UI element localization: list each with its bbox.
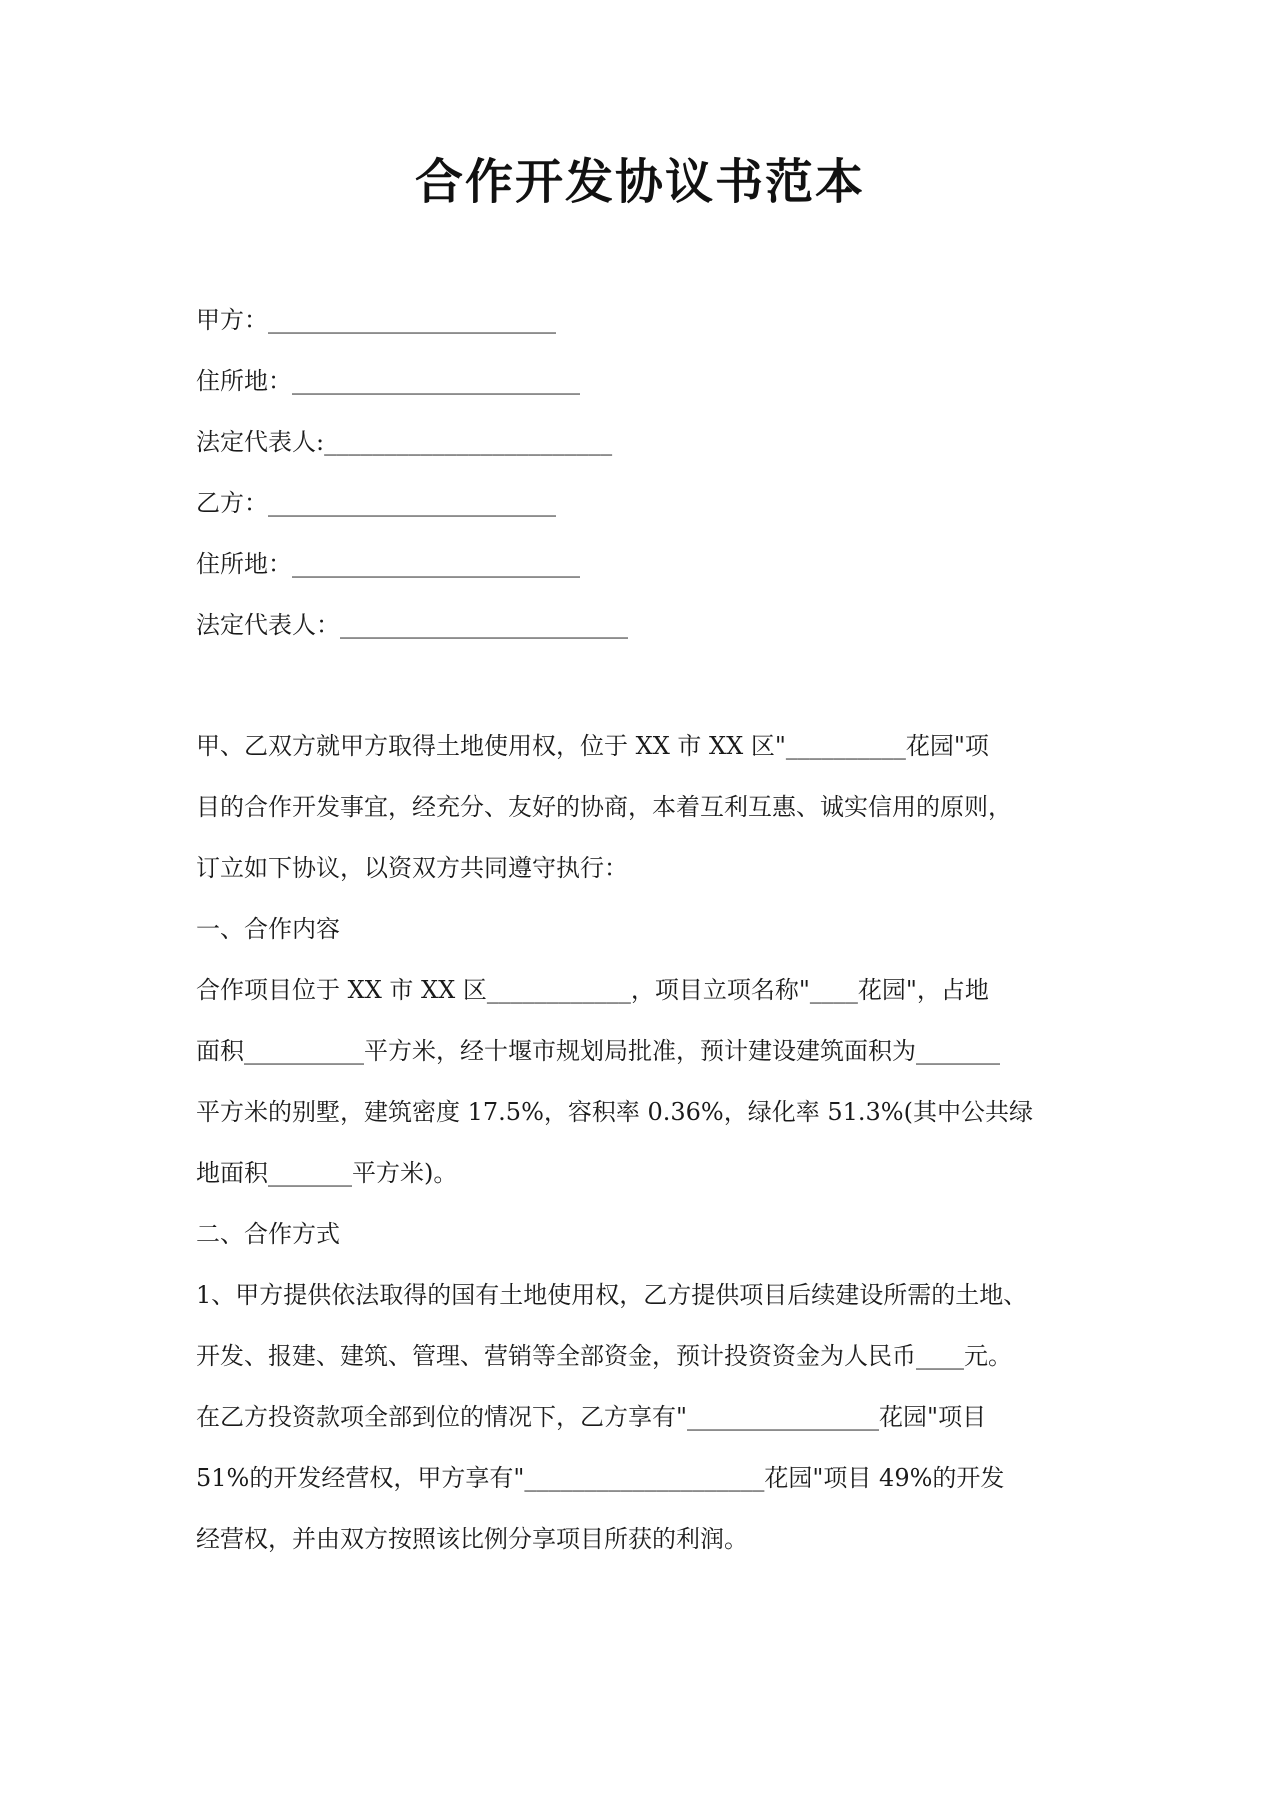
parties-block bbox=[196, 290, 1096, 656]
party-b-address-line: 住所地：________________________ bbox=[196, 550, 580, 578]
method-line-1: 1、甲方提供依法取得的国有土地使用权，乙方提供项目后续建设所需的土地、 bbox=[196, 1281, 1028, 1309]
party-a-representative-line: 法定代表人:________________________ bbox=[196, 428, 613, 456]
method-line-2: 开发、报建、建筑、管理、营销等全部资金，预计投资资金为人民币____元。 bbox=[196, 1342, 1012, 1370]
method-line-4: 51%的开发经营权，甲方享有"____________________花园"项目 49%的开发 bbox=[196, 1464, 1005, 1492]
section-heading-cooperation-method: 二、合作方式 bbox=[196, 1220, 340, 1248]
method-line-3: 在乙方投资款项全部到位的情况下，乙方享有"________________花园"项目 bbox=[196, 1403, 987, 1431]
section-heading-cooperation-content: 一、合作内容 bbox=[196, 915, 340, 943]
party-a-address-line: 住所地：________________________ bbox=[196, 367, 580, 395]
party-b-representative-line: 法定代表人：________________________ bbox=[196, 611, 628, 639]
content-line-4: 地面积_______平方米)。 bbox=[196, 1159, 458, 1187]
content-line-2: 面积__________平方米，经十堰市规划局批准，预计建设建筑面积为_______ bbox=[196, 1037, 1000, 1065]
party-b-name-line: 乙方：________________________ bbox=[196, 489, 556, 517]
agreement-body bbox=[196, 716, 1096, 1570]
content-line-3: 平方米的别墅，建筑密度 17.5%，容积率 0.36%，绿化率 51.3%(其中公共绿 bbox=[196, 1098, 1033, 1126]
content-line-1: 合作项目位于 XX 市 XX 区____________，项目立项名称"____花园"，占地 bbox=[196, 976, 989, 1004]
document-title: 合作开发协议书范本 bbox=[414, 154, 865, 210]
party-a-name-line: 甲方：________________________ bbox=[196, 306, 556, 334]
preamble-line-3: 订立如下协议，以资双方共同遵守执行： bbox=[196, 854, 628, 882]
preamble-line-2: 目的合作开发事宜，经充分、友好的协商，本着互利互惠、诚实信用的原则， bbox=[196, 793, 1012, 821]
preamble-line-1: 甲、乙双方就甲方取得土地使用权，位于 XX 市 XX 区"__________花园"项 bbox=[196, 732, 989, 760]
method-line-5: 经营权，并由双方按照该比例分享项目所获的利润。 bbox=[196, 1525, 748, 1553]
